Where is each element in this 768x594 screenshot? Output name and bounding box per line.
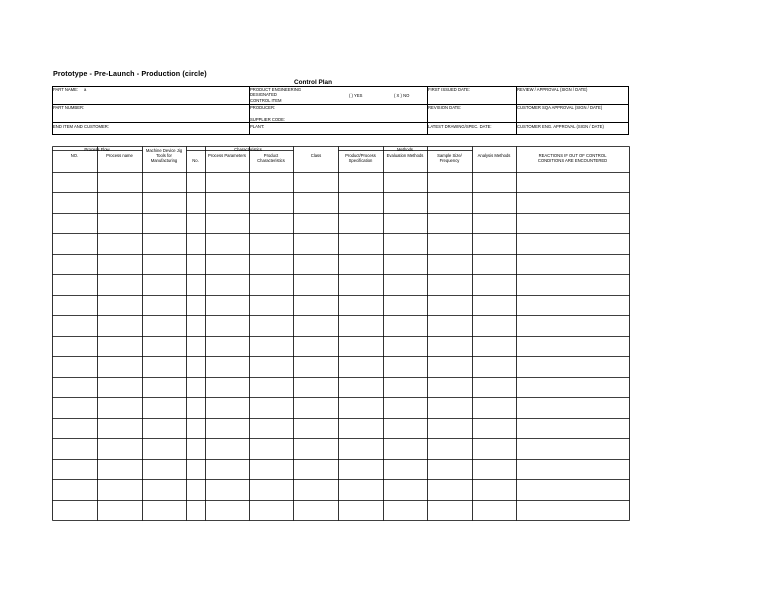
producer-label: PRODUCER: bbox=[250, 105, 276, 110]
revision-date-label: REVISION DATE: bbox=[428, 105, 462, 110]
group-header-characteristics: Characteristics bbox=[234, 147, 262, 152]
part-name-label: PART NAME: bbox=[53, 87, 79, 92]
control-item-label: CONTROL ITEM bbox=[250, 98, 282, 103]
customer-sqa-approval-label: CUSTOMER SQA APPROVAL (SIGN / DATE) bbox=[517, 105, 603, 110]
col-header-machine-tools: Machine Device Jig Tools for Manufacturing bbox=[145, 148, 183, 163]
col-header-sample-size: Sample Size/ Frequency bbox=[437, 153, 462, 163]
control-item-no-option[interactable]: ( X ) NO bbox=[394, 93, 410, 98]
plant-label: PLANT: bbox=[250, 124, 265, 129]
col-header-process-parameters: Process Parameters bbox=[208, 153, 246, 158]
part-number-label: PART NUMBER: bbox=[53, 105, 85, 110]
supplier-code-label: SUPPLIER CODE: bbox=[250, 117, 286, 122]
col-header-class: Class bbox=[310, 153, 322, 158]
designated-label: DESIGNATED bbox=[250, 92, 277, 97]
end-item-customer-label: END ITEM AND CUSTOMER: bbox=[53, 124, 109, 129]
col-header-evaluation-methods: Evaluation Methods bbox=[386, 153, 424, 158]
group-header-methods: Methods bbox=[396, 147, 414, 152]
col-header-product-characteristics: Product Characteristics bbox=[257, 153, 285, 163]
control-item-yes-option[interactable]: ( ) YES bbox=[349, 93, 363, 98]
col-header-no: NO. bbox=[70, 153, 79, 158]
page-title: Control Plan bbox=[294, 79, 332, 86]
customer-eng-approval-label: CUSTOMER ENG. APPROVAL (SIGN / DATE) bbox=[517, 124, 604, 129]
first-issued-date-label: FIRST ISSUED DATE: bbox=[428, 87, 470, 92]
latest-drawing-date-label: LATEST DRAWING/SPEC. DATE: bbox=[428, 124, 492, 129]
product-engineering-label: PRODUCT ENGINEERING bbox=[250, 87, 302, 92]
col-header-char-no: No. bbox=[192, 158, 199, 163]
col-header-specification: Product/Process Specification bbox=[345, 153, 376, 163]
phase-selector-text: Prototype - Pre-Launch - Production (circle) bbox=[53, 69, 207, 78]
group-header-process-flow: Process Flow bbox=[84, 147, 110, 152]
col-header-reactions: REACTIONS IF OUT OF CONTROL CONDITIONS ARE ENCOUNTERED bbox=[537, 153, 608, 163]
col-header-analysis-methods: Analysis Methods bbox=[477, 153, 511, 158]
col-header-process-name: Process name bbox=[106, 153, 133, 158]
review-approval-label: REVIEW / APPROVAL (SIGN / DATE) bbox=[517, 87, 588, 92]
part-name-field[interactable]: a bbox=[84, 87, 87, 92]
